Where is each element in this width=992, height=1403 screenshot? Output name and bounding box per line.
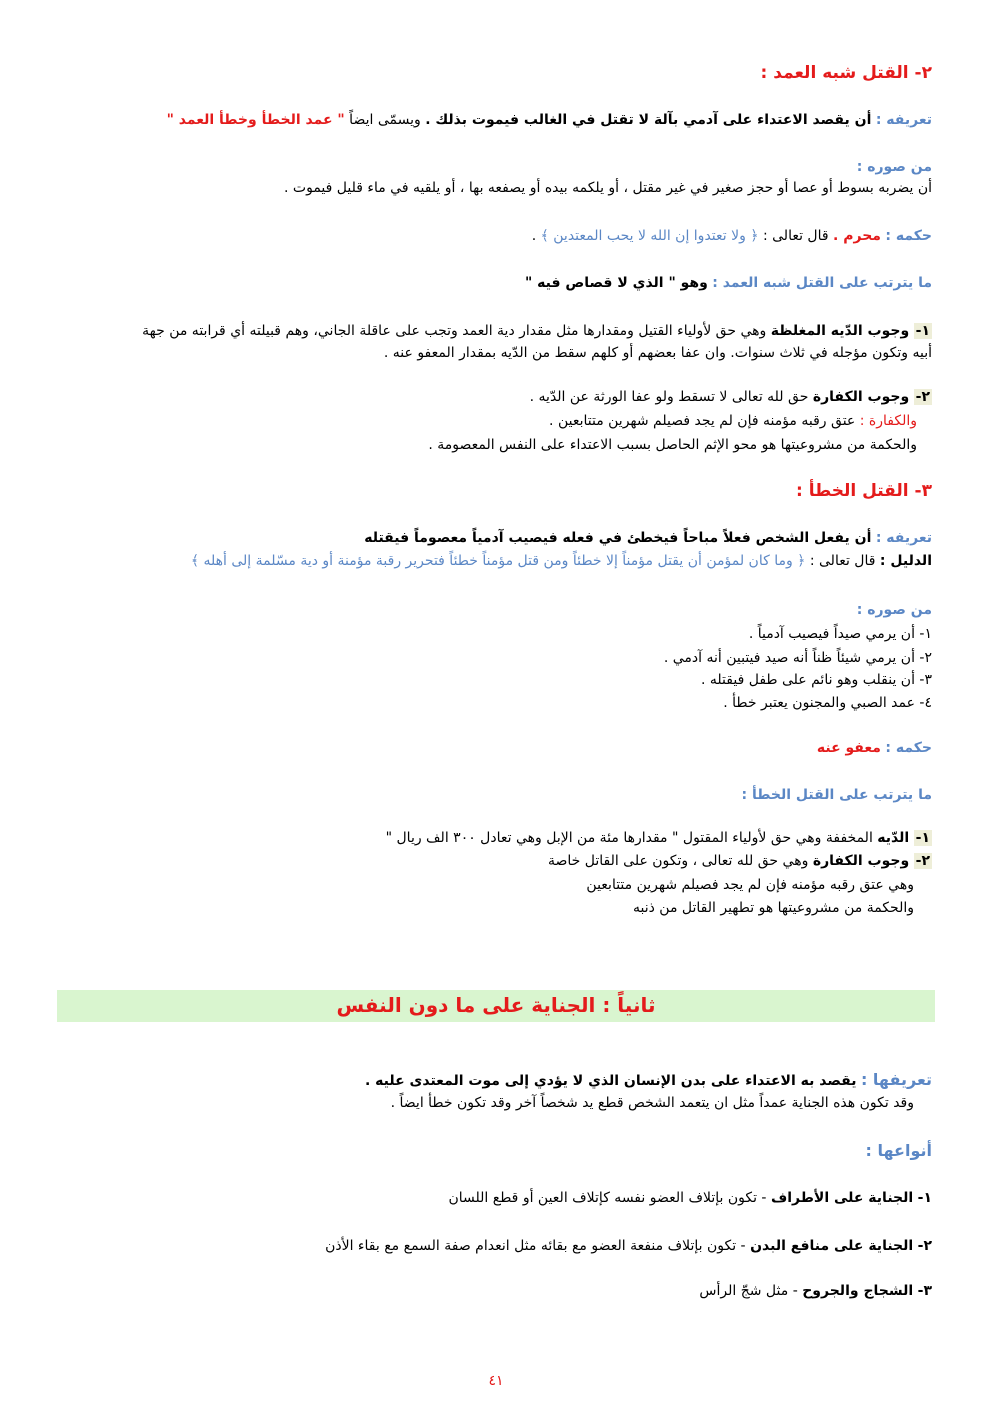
ruling-label: حكمه : bbox=[885, 740, 932, 756]
form-item: ٤- عمد الصبي والمجنون يعتبر خطأ . bbox=[723, 695, 932, 711]
banner-title: ثانياً : الجناية على ما دون النفس bbox=[336, 993, 656, 1017]
ruling-said: قال تعالى : bbox=[762, 228, 829, 244]
ruling-line bbox=[60, 227, 932, 245]
consequence-item-2-line3: والحكمة من مشروعيتها هو تطهير القاتل من ذنبه bbox=[632, 900, 914, 916]
form-item: ٢- أن يرمي شيئاً ظناً أنه صيد فيتبين أنه آدمي . bbox=[663, 650, 932, 666]
item-title: وجوب الكفارة bbox=[812, 389, 910, 405]
ruling-value: معفو عنه bbox=[816, 740, 881, 756]
ruling-end: . bbox=[531, 228, 537, 244]
item-number: ٢- bbox=[915, 853, 930, 869]
consequences-label: ما يترتب على القتل الخطأ : bbox=[741, 787, 932, 803]
page-number: ٤١ bbox=[488, 1373, 504, 1389]
item-number: ١- bbox=[917, 1190, 932, 1206]
consequence-item-2 bbox=[60, 852, 932, 870]
item-number: ٣- bbox=[917, 1283, 932, 1299]
kaffara-line bbox=[60, 412, 917, 430]
consequence-item-1 bbox=[60, 829, 932, 847]
item-title: الجناية على الأطراف bbox=[770, 1190, 914, 1206]
item-title: وجوب الكفارة bbox=[812, 853, 910, 869]
proof-label: الدليل : bbox=[879, 553, 932, 569]
section-banner bbox=[57, 990, 935, 1022]
list-item-1-continuation: أبيه وتكون مؤجله في ثلاث سنوات. وان عفا بعضهم أو كلهم سقط من الدّيه بمقدار المعفو عنه . bbox=[383, 345, 932, 361]
forms-label: من صوره : bbox=[856, 602, 932, 618]
item-text: حق لله تعالى لا تسقط ولو عفا الورثة عن الدّيه . bbox=[529, 389, 809, 405]
item-text: المخففة وهي حق لأولياء المقتول " مقدارها مئة من الإبل وهي تعادل ٣٠٠ الف ريال " bbox=[385, 830, 873, 846]
item-text: وهي حق لله تعالى ، وتكون على القاتل خاصة bbox=[547, 853, 809, 869]
consequences-line bbox=[60, 274, 932, 292]
definition-text: يقصد به الاعتداء على بدن الإنسان الذي لا يؤدي إلى موت المعتدى عليه . bbox=[364, 1073, 857, 1089]
definition-line bbox=[60, 529, 932, 547]
definition-label: تعريفه : bbox=[875, 112, 932, 128]
proof-line bbox=[60, 552, 932, 570]
definition-line bbox=[60, 111, 932, 129]
definition-label: تعريفه : bbox=[875, 530, 932, 546]
consequences-label: ما يترتب على القتل شبه العمد : bbox=[712, 275, 932, 291]
type-item-1 bbox=[60, 1189, 932, 1207]
ruling-line bbox=[60, 739, 932, 757]
ruling-value: محرم . bbox=[833, 228, 881, 244]
forms-label: من صوره : bbox=[856, 159, 932, 175]
definition-label: تعريفها : bbox=[860, 1070, 932, 1089]
forms-text: أن يضربه بسوط أو عصا أو حجز صغير في غير مقتل ، أو يلكمه بيده أو يصفعه بها ، أو يلقيه في ماء قليل فيموت . bbox=[284, 180, 932, 196]
list-item-1 bbox=[60, 322, 932, 340]
type-item-2 bbox=[60, 1237, 932, 1255]
wisdom-text: والحكمة من مشروعيتها هو محو الإثم الحاصل بسبب الاعتداء على النفس المعصومة . bbox=[428, 437, 917, 453]
kaffara-text: عتق رقبه مؤمنه فإن لم يجد فصيلم شهرين متتابعين . bbox=[549, 413, 856, 429]
item-title: الجناية على منافع البدن bbox=[750, 1238, 914, 1254]
section-heading-accidental: ٣- القتل الخطأ : bbox=[796, 481, 932, 501]
ruling-verse: ﴿ ولا تعتدوا إن الله لا يحب المعتدين ﴾ bbox=[540, 228, 759, 244]
item-number: ٢- bbox=[917, 1238, 932, 1254]
type-item-3 bbox=[60, 1282, 932, 1300]
item-number: ٢- bbox=[915, 389, 930, 405]
alias-text: " عمد الخطأ وخطأ العمد " bbox=[166, 112, 345, 128]
types-label: أنواعها : bbox=[865, 1141, 932, 1160]
item-title: الشجاج والجروح bbox=[802, 1283, 914, 1299]
form-item: ٣- أن ينقلب وهو نائم على طفل فيقتله . bbox=[701, 672, 932, 688]
item-number: ١- bbox=[915, 323, 930, 339]
item-text: - تكون بإتلاف العضو نفسه كإتلاف العين أو قطع اللسان bbox=[448, 1190, 767, 1206]
definition-line bbox=[60, 1071, 932, 1090]
item-number: ١- bbox=[915, 830, 930, 846]
section-heading-semi-deliberate: ٢- القتل شبه العمد : bbox=[760, 63, 932, 83]
definition-text: أن يفعل الشخص فعلاً مباحاً فيخطئ في فعله فيصيب آدمياً معصوماً فيقتله bbox=[364, 530, 872, 546]
kaffara-label: والكفارة : bbox=[859, 413, 917, 429]
proof-said: قال تعالى : bbox=[809, 553, 876, 569]
list-item-2 bbox=[60, 388, 932, 406]
ruling-label: حكمه : bbox=[885, 228, 932, 244]
form-item: ١- أن يرمي صيداً فيصيب آدمياً . bbox=[748, 626, 932, 642]
item-text: - تكون بإتلاف منفعة العضو مع بقائه مثل انعدام صفة السمع مع بقاء الأذن bbox=[325, 1238, 746, 1254]
item-title: وجوب الدّيه المغلظة bbox=[770, 323, 910, 339]
definition-continuation: وقد تكون هذه الجناية عمداً مثل ان يتعمد الشخص قطع يد شخصاً آخر وقد تكون خطأ ايضاً . bbox=[390, 1095, 914, 1111]
also-called: ويسمّى ايضاً bbox=[349, 112, 421, 128]
item-text: - مثل شجّ الرأس bbox=[699, 1283, 798, 1299]
item-text: وهي حق لأولياء القتيل ومقدارها مثل مقدار دية العمد وتجب على عاقلة الجاني، وهم قبيلته أي قرابته من جهة bbox=[142, 323, 767, 339]
consequences-text: وهو " الذي لا قصاص فيه " bbox=[524, 275, 708, 291]
consequence-item-2-line2: وهي عتق رقبه مؤمنه فإن لم يجد فصيلم شهرين متتابعين bbox=[586, 877, 914, 893]
definition-text: أن يقصد الاعتداء على آدمي بآلة لا تقتل في الغالب فيموت بذلك . bbox=[425, 112, 872, 128]
item-title: الدّيه bbox=[877, 830, 910, 846]
proof-verse: ﴿ وما كان لمؤمن أن يقتل مؤمناً إلا خطئاً ومن قتل مؤمناً خطئاً فتحرير رقبة مؤمنة أو دية مسّلمة إلى أهله ﴾ bbox=[190, 553, 806, 569]
